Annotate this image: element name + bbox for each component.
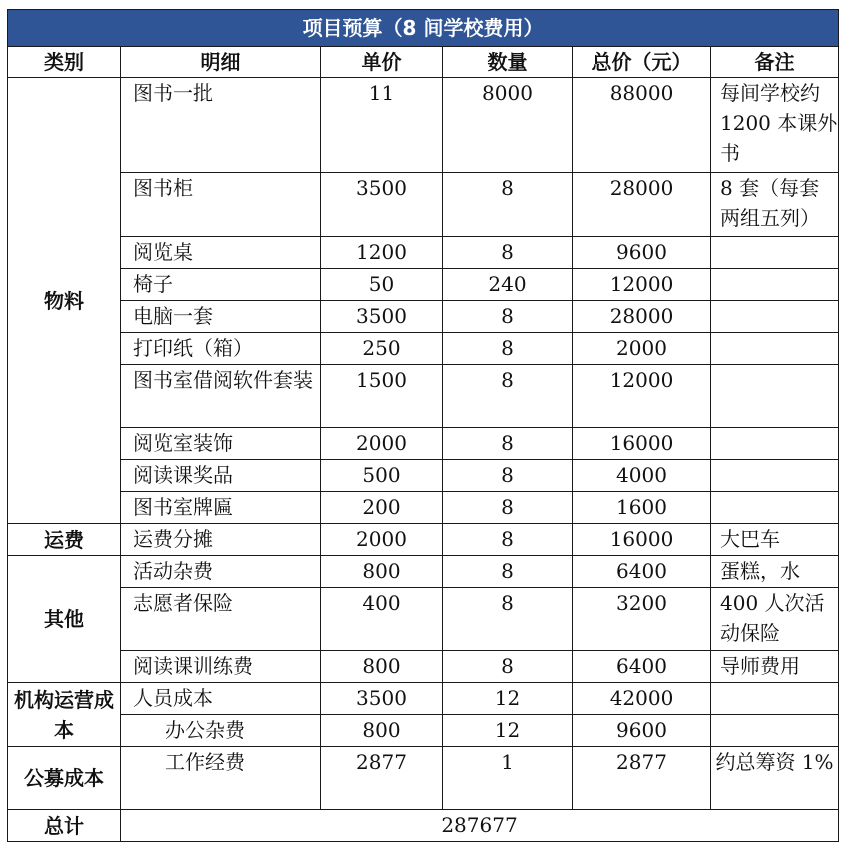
remark: 蛋糕，水: [711, 556, 839, 588]
quantity: 8: [443, 556, 573, 588]
unit-price: 200: [321, 492, 443, 524]
table-row: [8, 237, 839, 269]
table-row: [8, 428, 839, 460]
unit-price: 2877: [321, 747, 443, 810]
category-materials: 物料: [8, 78, 121, 524]
remark: 每间学校约 1200 本课外书: [711, 78, 839, 173]
remark: 400 人次活动保险: [711, 588, 839, 651]
header-quantity: 数量: [443, 47, 573, 78]
total-price: 2000: [573, 333, 711, 365]
table-row: [8, 651, 839, 683]
table-row: [8, 269, 839, 301]
budget-table-wrapper: [7, 9, 839, 842]
total-price: 16000: [573, 524, 711, 556]
total-price: 28000: [573, 173, 711, 237]
item-name: 阅览室装饰: [121, 428, 321, 460]
table-row: [8, 588, 839, 651]
total-price: 2877: [573, 747, 711, 810]
table-row: [8, 173, 839, 237]
table-row: [8, 365, 839, 428]
remark: [711, 715, 839, 747]
quantity: 8: [443, 428, 573, 460]
remark: [711, 460, 839, 492]
quantity: 8: [443, 301, 573, 333]
quantity: 8: [443, 492, 573, 524]
table-row: [8, 492, 839, 524]
total-price: 12000: [573, 269, 711, 301]
title-row: [8, 10, 839, 47]
quantity: 8000: [443, 78, 573, 173]
item-name: 活动杂费: [121, 556, 321, 588]
remark: [711, 301, 839, 333]
unit-price: 2000: [321, 428, 443, 460]
quantity: 8: [443, 524, 573, 556]
category-total: 总计: [8, 810, 121, 842]
quantity: 8: [443, 333, 573, 365]
table-row: [8, 333, 839, 365]
unit-price: 3500: [321, 683, 443, 715]
item-name: 图书室借阅软件套装: [121, 365, 321, 428]
remark: 导师费用: [711, 651, 839, 683]
category-fundraising: 公募成本: [8, 747, 121, 810]
item-name: 运费分摊: [121, 524, 321, 556]
table-row: [8, 460, 839, 492]
quantity: 8: [443, 460, 573, 492]
item-name: 阅读课训练费: [121, 651, 321, 683]
item-name: 图书柜: [121, 173, 321, 237]
total-price: 4000: [573, 460, 711, 492]
remark: 约总筹资 1%: [711, 747, 839, 810]
item-name: 打印纸（箱）: [121, 333, 321, 365]
table-row: [8, 301, 839, 333]
item-name: 志愿者保险: [121, 588, 321, 651]
remark: 8 套（每套两组五列）: [711, 173, 839, 237]
table-row: [8, 524, 839, 556]
item-name: 图书室牌匾: [121, 492, 321, 524]
total-price: 12000: [573, 365, 711, 428]
item-name: 阅览桌: [121, 237, 321, 269]
table-row: [8, 683, 839, 715]
unit-price: 400: [321, 588, 443, 651]
item-name: 工作经费: [121, 747, 321, 810]
category-operations: 机构运营成本: [8, 683, 121, 747]
quantity: 8: [443, 588, 573, 651]
unit-price: 1200: [321, 237, 443, 269]
unit-price: 800: [321, 715, 443, 747]
total-row: [8, 810, 839, 842]
unit-price: 3500: [321, 173, 443, 237]
total-price: 9600: [573, 237, 711, 269]
header-remarks: 备注: [711, 47, 839, 78]
quantity: 8: [443, 365, 573, 428]
remark: 大巴车: [711, 524, 839, 556]
total-price: 6400: [573, 556, 711, 588]
item-name: 图书一批: [121, 78, 321, 173]
category-other: 其他: [8, 556, 121, 683]
unit-price: 800: [321, 556, 443, 588]
remark: [711, 428, 839, 460]
quantity: 12: [443, 715, 573, 747]
remark: [711, 269, 839, 301]
unit-price: 11: [321, 78, 443, 173]
unit-price: 1500: [321, 365, 443, 428]
header-detail: 明细: [121, 47, 321, 78]
item-name: 阅读课奖品: [121, 460, 321, 492]
item-name: 人员成本: [121, 683, 321, 715]
grand-total: 287677: [121, 810, 839, 842]
table-row: [8, 556, 839, 588]
item-name: 办公杂费: [121, 715, 321, 747]
budget-table: [7, 9, 839, 842]
category-shipping: 运费: [8, 524, 121, 556]
total-price: 6400: [573, 651, 711, 683]
total-price: 42000: [573, 683, 711, 715]
header-unit-price: 单价: [321, 47, 443, 78]
quantity: 8: [443, 651, 573, 683]
quantity: 8: [443, 173, 573, 237]
table-row: [8, 715, 839, 747]
total-price: 9600: [573, 715, 711, 747]
remark: [711, 237, 839, 269]
table-row: [8, 78, 839, 173]
table-row: [8, 747, 839, 810]
header-category: 类别: [8, 47, 121, 78]
item-name: 椅子: [121, 269, 321, 301]
total-price: 88000: [573, 78, 711, 173]
unit-price: 250: [321, 333, 443, 365]
item-name: 电脑一套: [121, 301, 321, 333]
header-total-price: 总价（元）: [573, 47, 711, 78]
unit-price: 3500: [321, 301, 443, 333]
unit-price: 800: [321, 651, 443, 683]
quantity: 1: [443, 747, 573, 810]
unit-price: 500: [321, 460, 443, 492]
total-price: 3200: [573, 588, 711, 651]
header-row: [8, 47, 839, 78]
quantity: 240: [443, 269, 573, 301]
unit-price: 50: [321, 269, 443, 301]
quantity: 12: [443, 683, 573, 715]
total-price: 28000: [573, 301, 711, 333]
remark: [711, 492, 839, 524]
quantity: 8: [443, 237, 573, 269]
remark: [711, 333, 839, 365]
unit-price: 2000: [321, 524, 443, 556]
total-price: 1600: [573, 492, 711, 524]
table-title: 项目预算（8 间学校费用）: [8, 10, 839, 47]
total-price: 16000: [573, 428, 711, 460]
remark: [711, 365, 839, 428]
remark: [711, 683, 839, 715]
